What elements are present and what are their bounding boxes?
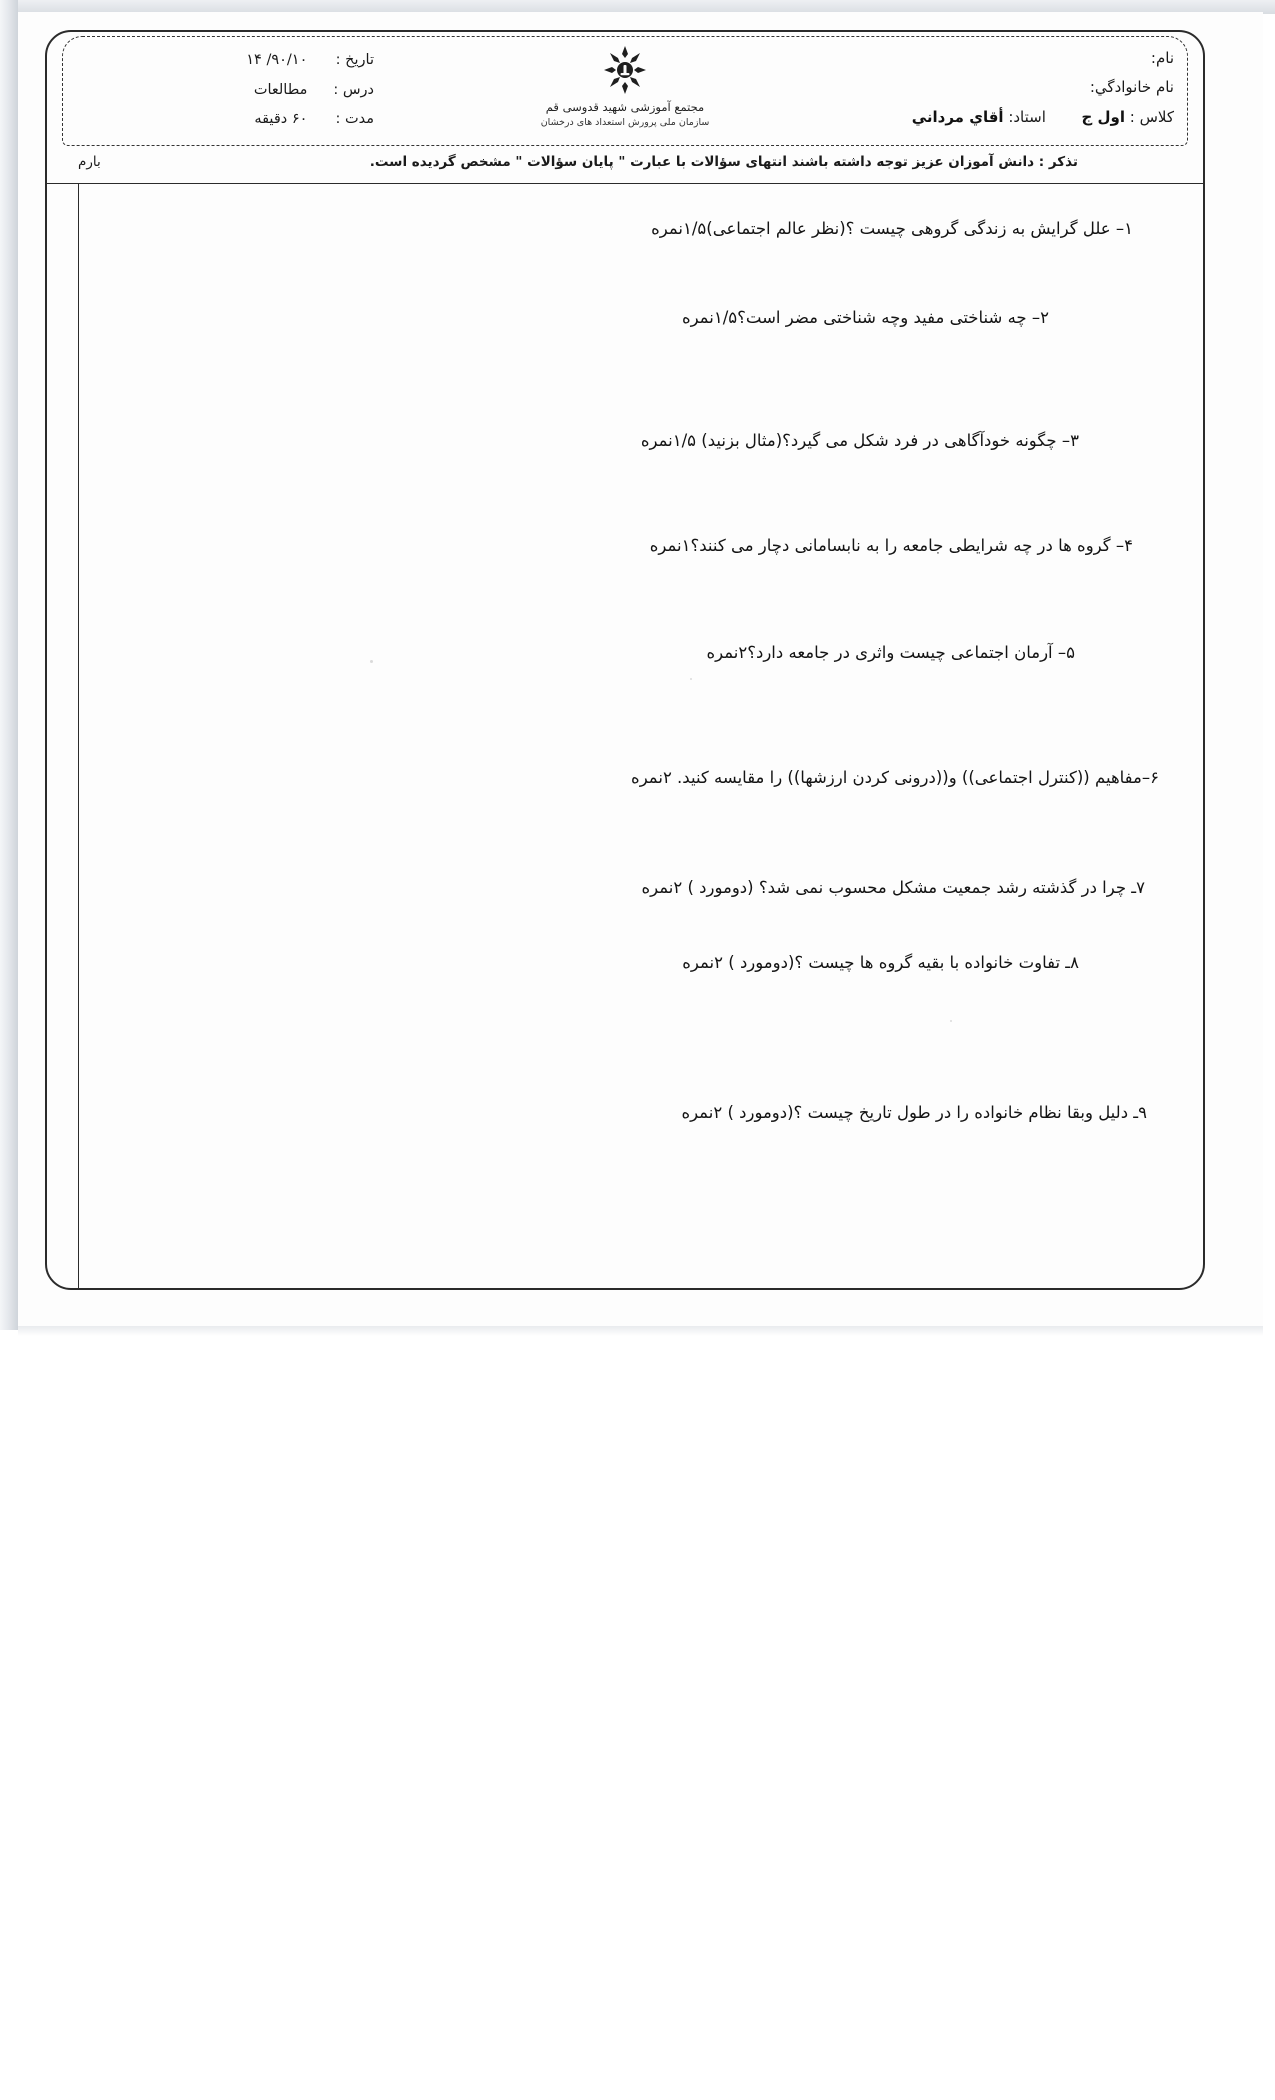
field-date	[84, 46, 374, 76]
paper-bottom-shadow	[18, 1326, 1263, 1336]
question-item: ۹ـ دلیل وبقا نظام خانواده را در طول تاریخ چیست ؟(دومورد ) ۲نمره	[681, 1103, 1147, 1122]
field-name	[844, 44, 1174, 73]
question-item: ۵– آرمان اجتماعی چیست واثری در جامعه دارد؟۲نمره	[706, 643, 1075, 662]
exam-meta-fields	[84, 46, 374, 135]
header-divider	[47, 183, 1203, 184]
class-value: اول ج	[1081, 107, 1125, 126]
scan-left-edge	[0, 0, 18, 1330]
field-family-name-label: نام خانوادگي:	[1089, 78, 1174, 97]
duration-label: مدت :	[335, 111, 374, 128]
snowflake-emblem-icon	[602, 44, 648, 96]
date-value: ۹۰/۱۰/ ۱۴	[246, 52, 308, 68]
school-name: مجتمع آموزشی شهید قدوسی قم	[545, 100, 705, 114]
student-fields	[844, 44, 1174, 132]
notice-strip	[62, 150, 1188, 180]
field-duration	[84, 105, 374, 135]
class-label: کلاس :	[1129, 107, 1174, 126]
question-item: ۷ـ چرا در گذشته رشد جمعیت مشکل محسوب نمی شد؟ (دومورد ) ۲نمره	[641, 878, 1145, 897]
date-label: تاریخ :	[335, 52, 374, 68]
field-class-teacher	[844, 103, 1174, 132]
subject-label: درس :	[333, 81, 374, 98]
question-item: ۲– چه شناختی مفید وچه شناختی مضر است؟۱/۵نمره	[681, 308, 1049, 327]
score-column-label: بارم	[78, 154, 101, 170]
teacher-value: أقاي مرداني	[911, 107, 1004, 126]
question-item: ۳– چگونه خودآگاهی در فرد شکل می گیرد؟(مثال بزنید) ۱/۵نمره	[640, 431, 1079, 450]
exam-header	[62, 36, 1188, 146]
field-subject	[84, 76, 374, 106]
duration-value: ۶۰ دقیقه	[254, 111, 308, 128]
question-item: ۸ـ تفاوت خانواده با بقیه گروه ها چیست ؟(دومورد ) ۲نمره	[682, 953, 1079, 972]
question-item: ۴– گروه ها در چه شرایطی جامعه را به نابسامانی دچار می کنند؟۱نمره	[649, 536, 1133, 555]
score-column-divider	[78, 183, 79, 1289]
organization-name: سازمان ملی پرورش استعداد های درخشان	[540, 117, 710, 128]
field-name-label: نام:	[1150, 49, 1174, 67]
teacher-label: استاد:	[1008, 107, 1046, 126]
question-item: ۱– علل گرایش به زندگی گروهی چیست ؟(نظر عالم اجتماعی)۱/۵نمره	[651, 219, 1133, 238]
subject-value: مطالعات	[253, 81, 308, 98]
school-identity	[410, 42, 840, 128]
question-item: ۶–مفاهیم ((کنترل اجتماعی)) و((درونی کردن ارزشها)) را مقایسه کنید. ۲نمره	[631, 768, 1159, 787]
field-family-name	[844, 73, 1174, 102]
notice-text: تذکر : دانش آموزان عزیز توجه داشته باشند انتهای سؤالات با عبارت " پایان سؤالات " مشخص گردیده است.	[369, 154, 1078, 170]
